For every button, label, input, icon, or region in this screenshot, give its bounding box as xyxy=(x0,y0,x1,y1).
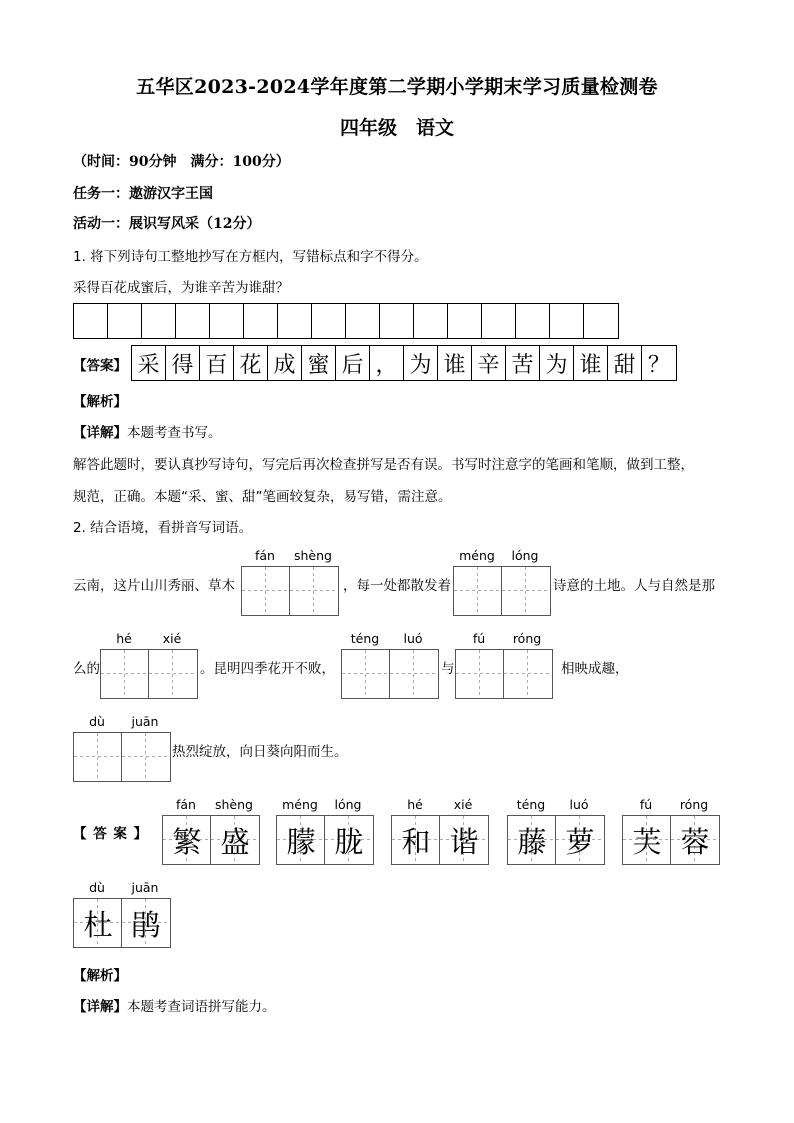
answer-box xyxy=(211,816,259,864)
detail-label: 【详解】 xyxy=(73,999,127,1015)
pinyin: shèng xyxy=(215,797,253,812)
pinyin: méng xyxy=(459,548,495,563)
answer-box xyxy=(122,899,170,947)
copy-box-row[interactable] xyxy=(73,303,619,339)
pinyin: hé xyxy=(116,631,132,646)
answer-box xyxy=(277,816,325,864)
copy-box[interactable] xyxy=(516,304,550,338)
pinyin: dù xyxy=(89,714,105,729)
pinyin: lóng xyxy=(511,548,539,563)
exam-info: （时间：90分钟 满分：100分） xyxy=(73,154,290,170)
copy-box[interactable] xyxy=(414,304,448,338)
q2-detail xyxy=(73,995,276,1015)
answer-boxes xyxy=(162,815,260,865)
answer-char: 朦 xyxy=(286,824,316,859)
answer-char: 百 xyxy=(200,346,234,380)
write-boxes[interactable] xyxy=(241,566,339,616)
copy-box[interactable] xyxy=(108,304,142,338)
answer-boxes xyxy=(276,815,374,865)
answer-boxes xyxy=(507,815,605,865)
pinyin: méng xyxy=(282,797,318,812)
answer-box xyxy=(671,816,719,864)
answer-char: 鹃 xyxy=(131,907,161,942)
copy-box[interactable] xyxy=(584,304,618,338)
q2-answer-label: 【 答 案 】 xyxy=(73,826,149,842)
answer-box xyxy=(392,816,440,864)
copy-box[interactable] xyxy=(380,304,414,338)
answer-boxes xyxy=(622,815,720,865)
answer-box xyxy=(325,816,373,864)
pinyin: fán xyxy=(255,548,275,563)
pinyin: luó xyxy=(403,631,423,646)
pinyin: xié xyxy=(453,797,473,812)
answer-box xyxy=(74,899,122,947)
answer-char: 为 xyxy=(540,346,574,380)
copy-box[interactable] xyxy=(482,304,516,338)
answer-char: 藤 xyxy=(517,824,547,859)
write-box[interactable] xyxy=(242,567,290,615)
copy-box[interactable] xyxy=(550,304,584,338)
answer-char: 谐 xyxy=(449,824,479,859)
pinyin: juān xyxy=(131,714,159,729)
write-box[interactable] xyxy=(504,650,552,698)
pinyin: hé xyxy=(407,797,423,812)
q2-text-d: 么的 xyxy=(73,661,100,677)
answer-char: 蜜 xyxy=(302,346,336,380)
paper-title: 五华区2023-2024学年度第二学期小学期末学习质量检测卷 xyxy=(136,76,658,98)
answer-boxes xyxy=(73,898,171,948)
pinyin: róng xyxy=(679,797,709,812)
answer-char: 辛 xyxy=(472,346,506,380)
write-boxes[interactable] xyxy=(100,649,198,699)
pinyin: fú xyxy=(472,631,486,646)
answer-char: 得 xyxy=(166,346,200,380)
answer-char: 谁 xyxy=(438,346,472,380)
write-box[interactable] xyxy=(342,650,390,698)
pinyin: dù xyxy=(89,880,105,895)
write-box[interactable] xyxy=(149,650,197,698)
q1-sentence: 采得百花成蜜后，为谁辛苦为谁甜？ xyxy=(73,280,289,296)
answer-char: 采 xyxy=(132,346,166,380)
answer-box xyxy=(163,816,211,864)
pinyin: juān xyxy=(131,880,159,895)
answer-boxes xyxy=(391,815,489,865)
answer-box xyxy=(623,816,671,864)
answer-char: 芙 xyxy=(632,824,662,859)
answer-char: 杜 xyxy=(83,907,113,942)
q2-text-b: ，每一处都散发着 xyxy=(343,578,451,594)
pinyin: téng xyxy=(350,631,380,646)
copy-box[interactable] xyxy=(244,304,278,338)
write-boxes[interactable] xyxy=(341,649,439,699)
answer-char: 胧 xyxy=(334,824,364,859)
q1-explain-line2: 规范，正确。本题“采、蜜、甜”笔画较复杂，易写错，需注意。 xyxy=(73,489,452,505)
q2-text-c: 诗意的土地。人与自然是那 xyxy=(553,578,715,594)
write-box[interactable] xyxy=(454,567,502,615)
pinyin: luó xyxy=(569,797,589,812)
detail-text: 本题考查书写。 xyxy=(127,425,222,441)
detail-text: 本题考查词语拼写能力。 xyxy=(127,999,276,1015)
copy-box[interactable] xyxy=(448,304,482,338)
write-box[interactable] xyxy=(101,650,149,698)
copy-box[interactable] xyxy=(176,304,210,338)
answer-char: 萝 xyxy=(565,824,595,859)
write-box[interactable] xyxy=(390,650,438,698)
answer-char: 为 xyxy=(404,346,438,380)
answer-char: 后 xyxy=(336,346,370,380)
answer-char: 和 xyxy=(401,824,431,859)
q1-explain-line1: 解答此题时，要认真抄写诗句，写完后再次检查拼写是否有误。书写时注意字的笔画和笔顺，做到工整， xyxy=(73,457,694,473)
answer-char: ， xyxy=(370,346,404,380)
copy-box[interactable] xyxy=(142,304,176,338)
detail-label: 【详解】 xyxy=(73,425,127,441)
q2-prompt: 2. 结合语境，看拼音写词语。 xyxy=(73,520,253,536)
pinyin: shèng xyxy=(294,548,332,563)
paper-subtitle: 四年级 语文 xyxy=(339,117,454,139)
q2-text-e: 。昆明四季花开不败， xyxy=(200,661,335,677)
pinyin: lóng xyxy=(334,797,362,812)
q2-text-f: 与 xyxy=(441,661,455,677)
q1-analysis-label: 【解析】 xyxy=(73,394,127,410)
answer-box xyxy=(508,816,556,864)
write-boxes[interactable] xyxy=(453,566,551,616)
pinyin: téng xyxy=(516,797,546,812)
pinyin: fú xyxy=(639,797,653,812)
q2-analysis-label: 【解析】 xyxy=(73,968,127,984)
write-box[interactable] xyxy=(122,733,170,781)
answer-box xyxy=(440,816,488,864)
answer-char: 盛 xyxy=(220,824,250,859)
copy-box[interactable] xyxy=(74,304,108,338)
copy-box[interactable] xyxy=(346,304,380,338)
write-box[interactable] xyxy=(290,567,338,615)
q1-prompt: 1. 将下列诗句工整地抄写在方框内，写错标点和字不得分。 xyxy=(73,249,428,265)
pinyin: róng xyxy=(512,631,542,646)
answer-char: 甜 xyxy=(608,346,642,380)
activity-heading: 活动一：展识写风采（12分） xyxy=(73,216,261,232)
write-box[interactable] xyxy=(456,650,504,698)
answer-char: 繁 xyxy=(172,824,202,859)
copy-box[interactable] xyxy=(278,304,312,338)
answer-char: 谁 xyxy=(574,346,608,380)
q2-text-a: 云南，这片山川秀丽、草木 xyxy=(73,578,235,594)
write-boxes[interactable] xyxy=(73,732,171,782)
q2-text-g: 相映成趣， xyxy=(561,661,629,677)
write-box[interactable] xyxy=(502,567,550,615)
pinyin: fán xyxy=(176,797,196,812)
answer-box-row xyxy=(131,345,677,381)
q1-answer-label: 【答案】 xyxy=(73,358,127,374)
answer-char: ？ xyxy=(647,352,670,378)
copy-box[interactable] xyxy=(210,304,244,338)
answer-char: 蓉 xyxy=(680,824,710,859)
answer-char: 成 xyxy=(268,346,302,380)
answer-char: 花 xyxy=(234,346,268,380)
task-heading: 任务一：遨游汉字王国 xyxy=(73,186,213,202)
answer-box xyxy=(556,816,604,864)
pinyin: xié xyxy=(162,631,182,646)
write-boxes[interactable] xyxy=(455,649,553,699)
q2-text-h: 热烈绽放，向日葵向阳而生。 xyxy=(172,744,348,760)
write-box[interactable] xyxy=(74,733,122,781)
q1-detail xyxy=(73,421,222,441)
answer-char: 苦 xyxy=(506,346,540,380)
copy-box[interactable] xyxy=(312,304,346,338)
